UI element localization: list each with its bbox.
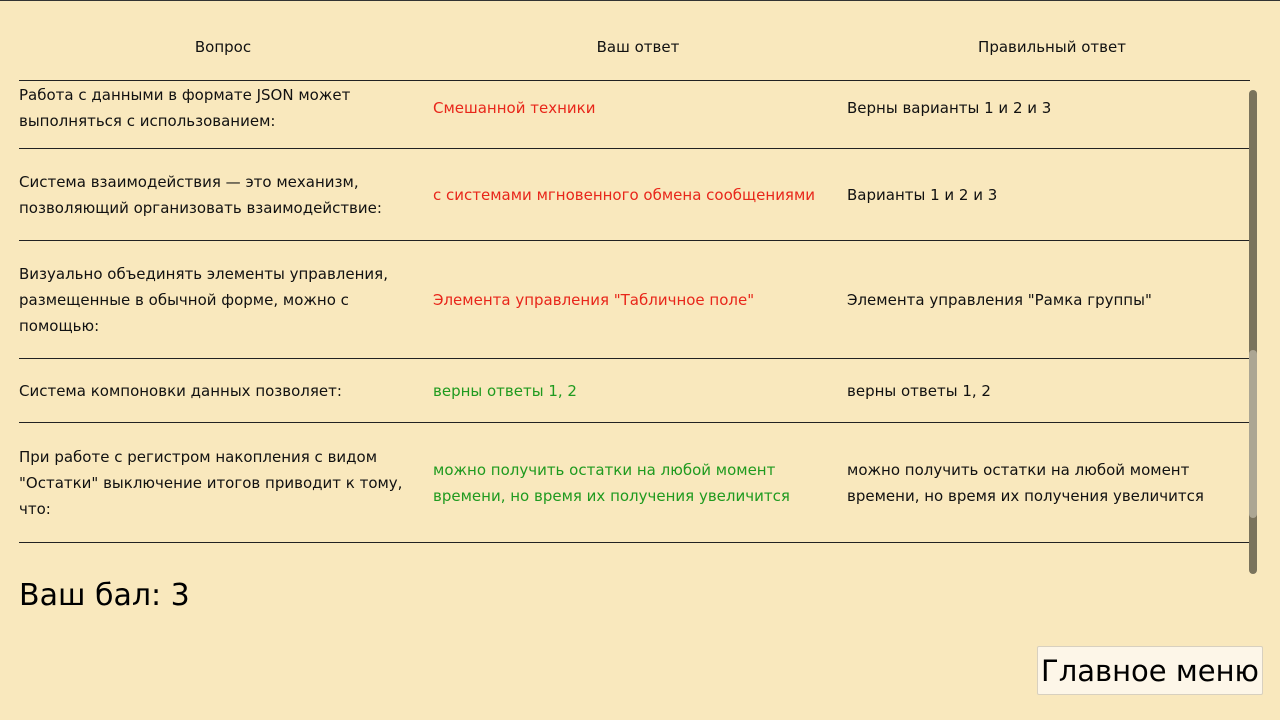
score-label: Ваш бал: 3 — [19, 578, 190, 613]
results-rows — [19, 80, 1250, 543]
row-your-answer: верны ответы 1, 2 — [433, 381, 577, 400]
table-row — [19, 359, 1250, 423]
column-header-your-answer: Ваш ответ — [596, 38, 680, 56]
results-table[interactable] — [19, 80, 1250, 554]
table-row — [19, 149, 1250, 241]
table-row — [19, 423, 1250, 543]
top-border — [0, 0, 1280, 1]
row-your-answer: Смешанной техники — [433, 99, 596, 117]
row-correct-answer: Элемента управления "Рамка группы" — [847, 290, 1152, 309]
row-your-answer: можно получить остатки на любой момент времени, но время их получения увеличится — [433, 460, 790, 505]
scrollbar-thumb[interactable] — [1249, 350, 1257, 518]
row-correct-answer: можно получить остатки на любой момент времени, но время их получения увеличится — [847, 460, 1204, 505]
header-divider — [19, 80, 1250, 81]
row-question: Работа с данными в формате JSON может выполняться с использованием: — [19, 86, 351, 130]
row-question: Система взаимодействия — это механизм, позволяющий организовать взаимодействие: — [19, 172, 382, 217]
row-question: Визуально объединять элементы управления, размещенные в обычной форме, можно с помощью: — [19, 264, 388, 335]
main-menu-button[interactable]: Главное меню — [1037, 646, 1263, 695]
scrollbar-track[interactable] — [1249, 90, 1257, 574]
row-correct-answer: Верны варианты 1 и 2 и 3 — [847, 99, 1052, 117]
row-your-answer: с системами мгновенного обмена сообщениями — [433, 185, 816, 204]
row-correct-answer: Варианты 1 и 2 и 3 — [847, 185, 998, 204]
row-correct-answer: верны ответы 1, 2 — [847, 381, 991, 400]
row-your-answer: Элемента управления "Табличное поле" — [433, 290, 755, 309]
column-header-question: Вопрос — [194, 38, 252, 56]
table-row — [19, 80, 1250, 149]
column-header-correct-answer: Правильный ответ — [978, 38, 1126, 56]
table-row — [19, 241, 1250, 359]
results-table-header — [19, 38, 1249, 62]
row-question: Система компоновки данных позволяет: — [19, 381, 342, 400]
row-question: При работе с регистром накопления с видом "Остатки" выключение итогов приводит к тому, что: — [19, 447, 403, 518]
